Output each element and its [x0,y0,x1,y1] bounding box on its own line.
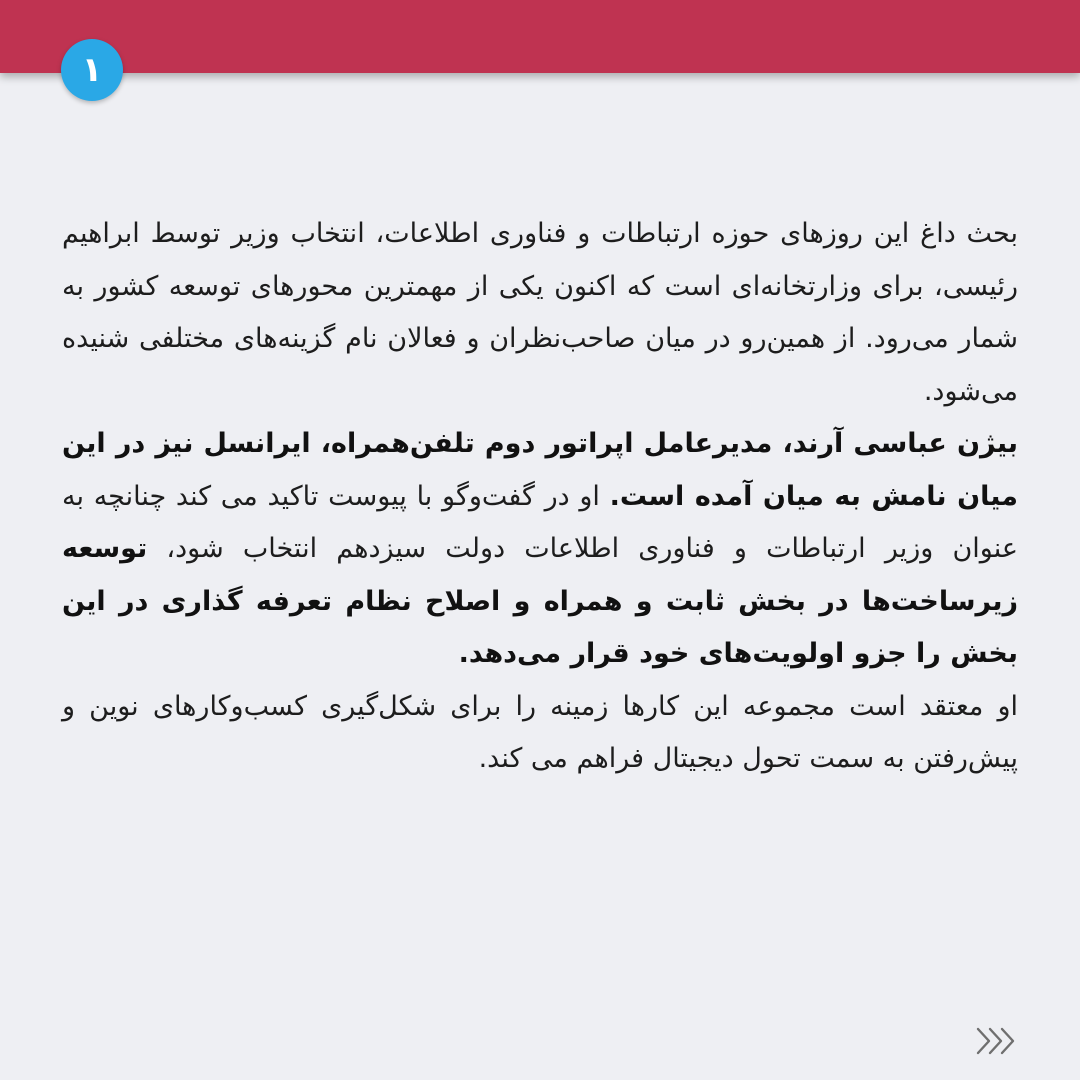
bold-text-segment: بیژن عباسی آرند، مدیرعامل اپراتور دوم تلفن‌همراه، ایرانسل نیز در این میان نامش به میان آمده است. [62,428,1018,512]
paragraph-1 [62,208,1018,418]
next-page-icon[interactable] [974,1022,1018,1060]
paragraph-2 [62,418,1018,681]
chevron-2 [990,1029,1001,1053]
text-segment: او در گفت‌وگو با پیوست تاکید می کند چنانچه به عنوان وزیر ارتباطات و فناوری اطلاعات دولت سیزدهم انتخاب شود، [62,480,1018,564]
chevron-3 [1002,1029,1013,1053]
page-number-badge: ۱ [61,39,123,101]
chevron-1 [978,1029,989,1053]
text-segment: او معتقد است مجموعه این کارها زمینه را برای شکل‌گیری کسب‌وکارهای نوین و پیش‌رفتن به سمت تحول دیجیتال فراهم می کند. [62,690,1018,774]
paragraph-3 [62,681,1018,786]
text-segment: بحث داغ این روزهای حوزه ارتباطات و فناوری اطلاعات، انتخاب وزیر توسط ابراهیم رئیسی، برای وزارتخانه‌ای است که اکنون یکی از مهمترین محورهای توسعه کشور به شمار می‌رود. از همین‌رو در میان صاحب‌نظران و فعالان نام گزینه‌های مختلفی شنیده می‌شود. [62,218,1018,407]
header-bar [0,0,1080,73]
bold-text-segment: توسعه زیرساخت‌ها در بخش ثابت و همراه و اصلاح نظام تعرفه گذاری در این بخش را جزو اولویت‌های خود قرار می‌دهد. [62,533,1018,669]
article-body [62,208,1018,786]
